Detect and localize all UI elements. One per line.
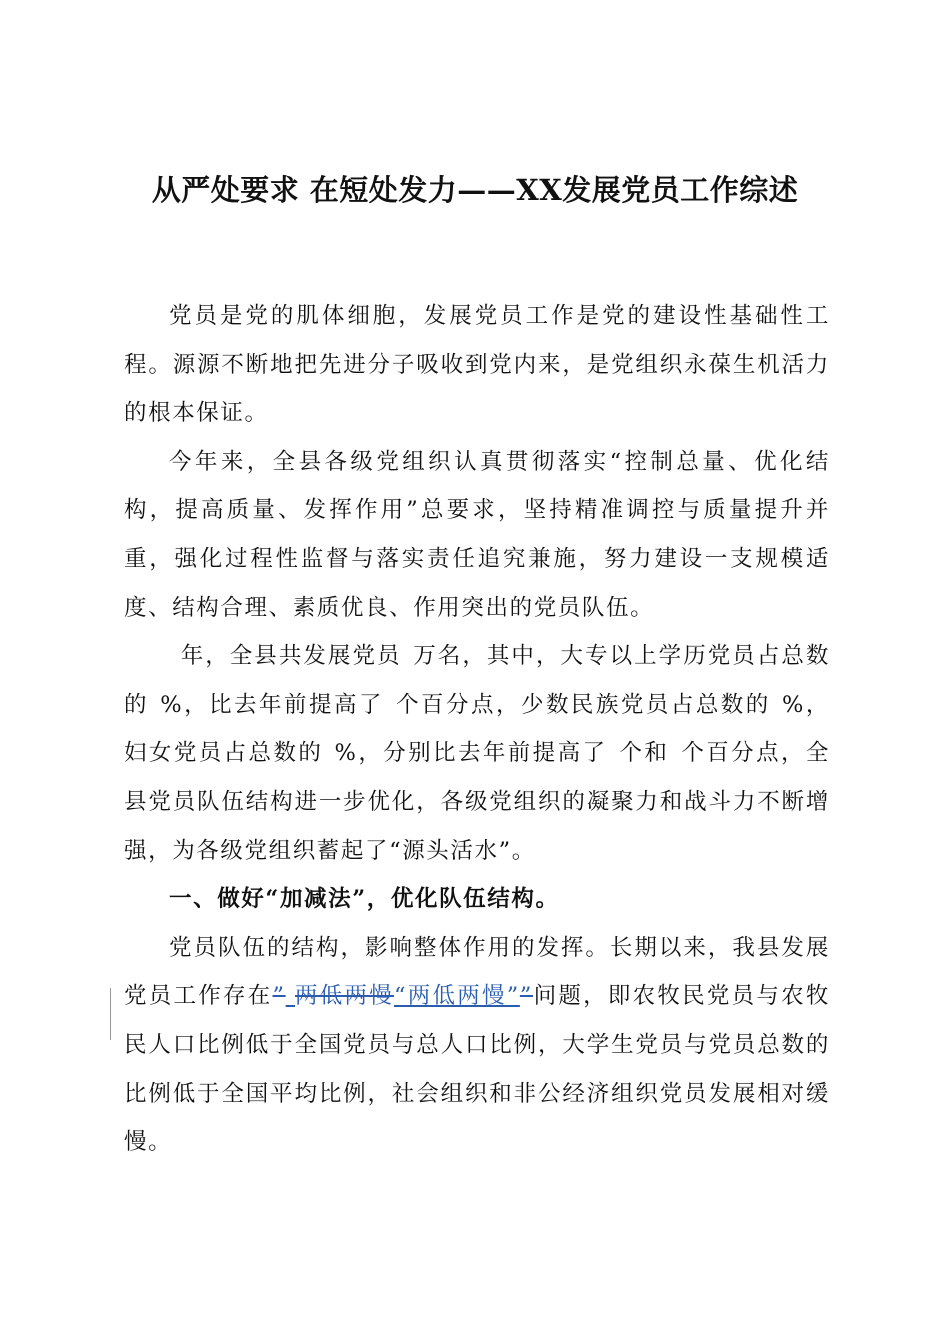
p3-seg-7: 个和: [618, 740, 670, 767]
paragraph-2: 今年来，全县各级党组织认真贯彻落实“控制总量、优化结构，提高质量、发挥作用”总要求，坚持精准调控与质量提升并重，强化过程性监督与落实责任追究兼施，努力建设一支规模适度、结构合理、素质优良、作用突出的党员队伍。: [124, 448, 830, 621]
p4-after: 问题，即农牧民党员与农牧民人口比例低于全国党员与总人口比例，大学生党员与党员总数的比例低于全国平均比例，社会组织和非公经济组织党员发展相对缓慢。: [124, 983, 830, 1156]
tracked-insertion-1: [286, 983, 295, 1009]
p3-seg-8: 个百分点，全县党员队伍结构进一步优化，各级党组织的凝聚力和战斗力不断增强，为各级党组织蓄起了“源头活水”。: [124, 740, 830, 864]
document-title: 从严处要求 在短处发力——XX发展党员工作综述: [151, 173, 799, 207]
paragraph-3: [124, 632, 830, 875]
tracked-insertion-2: “两低两慢”: [394, 983, 520, 1010]
paragraph-1: 党员是党的肌体细胞，发展党员工作是党的建设性基础性工程。源源不断地把先进分子吸收到党内来，是党组织永葆生机活力的根本保证。: [124, 303, 830, 427]
revision-change-bar: [110, 988, 111, 1040]
paragraph-4: [124, 924, 830, 1167]
tracked-deletion-2: 两低两慢: [295, 983, 395, 1010]
p3-seg-6: %，分别比去年前提高了: [334, 740, 608, 767]
p3-seg-4: 个百分点，少数民族党员占总数的: [395, 691, 771, 718]
p3-seg-2: 万名，其中，大专以上学历党员占总数的: [124, 643, 830, 718]
section-heading-1: 一、做好“加减法”，优化队伍结构。: [169, 886, 560, 913]
p3-seg-3: %，比去年前提高了: [160, 691, 384, 718]
tracked-deletion-1: ”: [272, 983, 286, 1010]
p3-seg-1: 年，全县共发展党员: [180, 643, 402, 670]
p3-seg-5: %，妇女党员占总数的: [124, 691, 830, 767]
document-body: [124, 292, 830, 1167]
p4-before: 党员队伍的结构，影响整体作用的发挥。长期以来，我县发展党员工作存在: [124, 934, 830, 1010]
tracked-deletion-3: ”: [519, 983, 533, 1010]
